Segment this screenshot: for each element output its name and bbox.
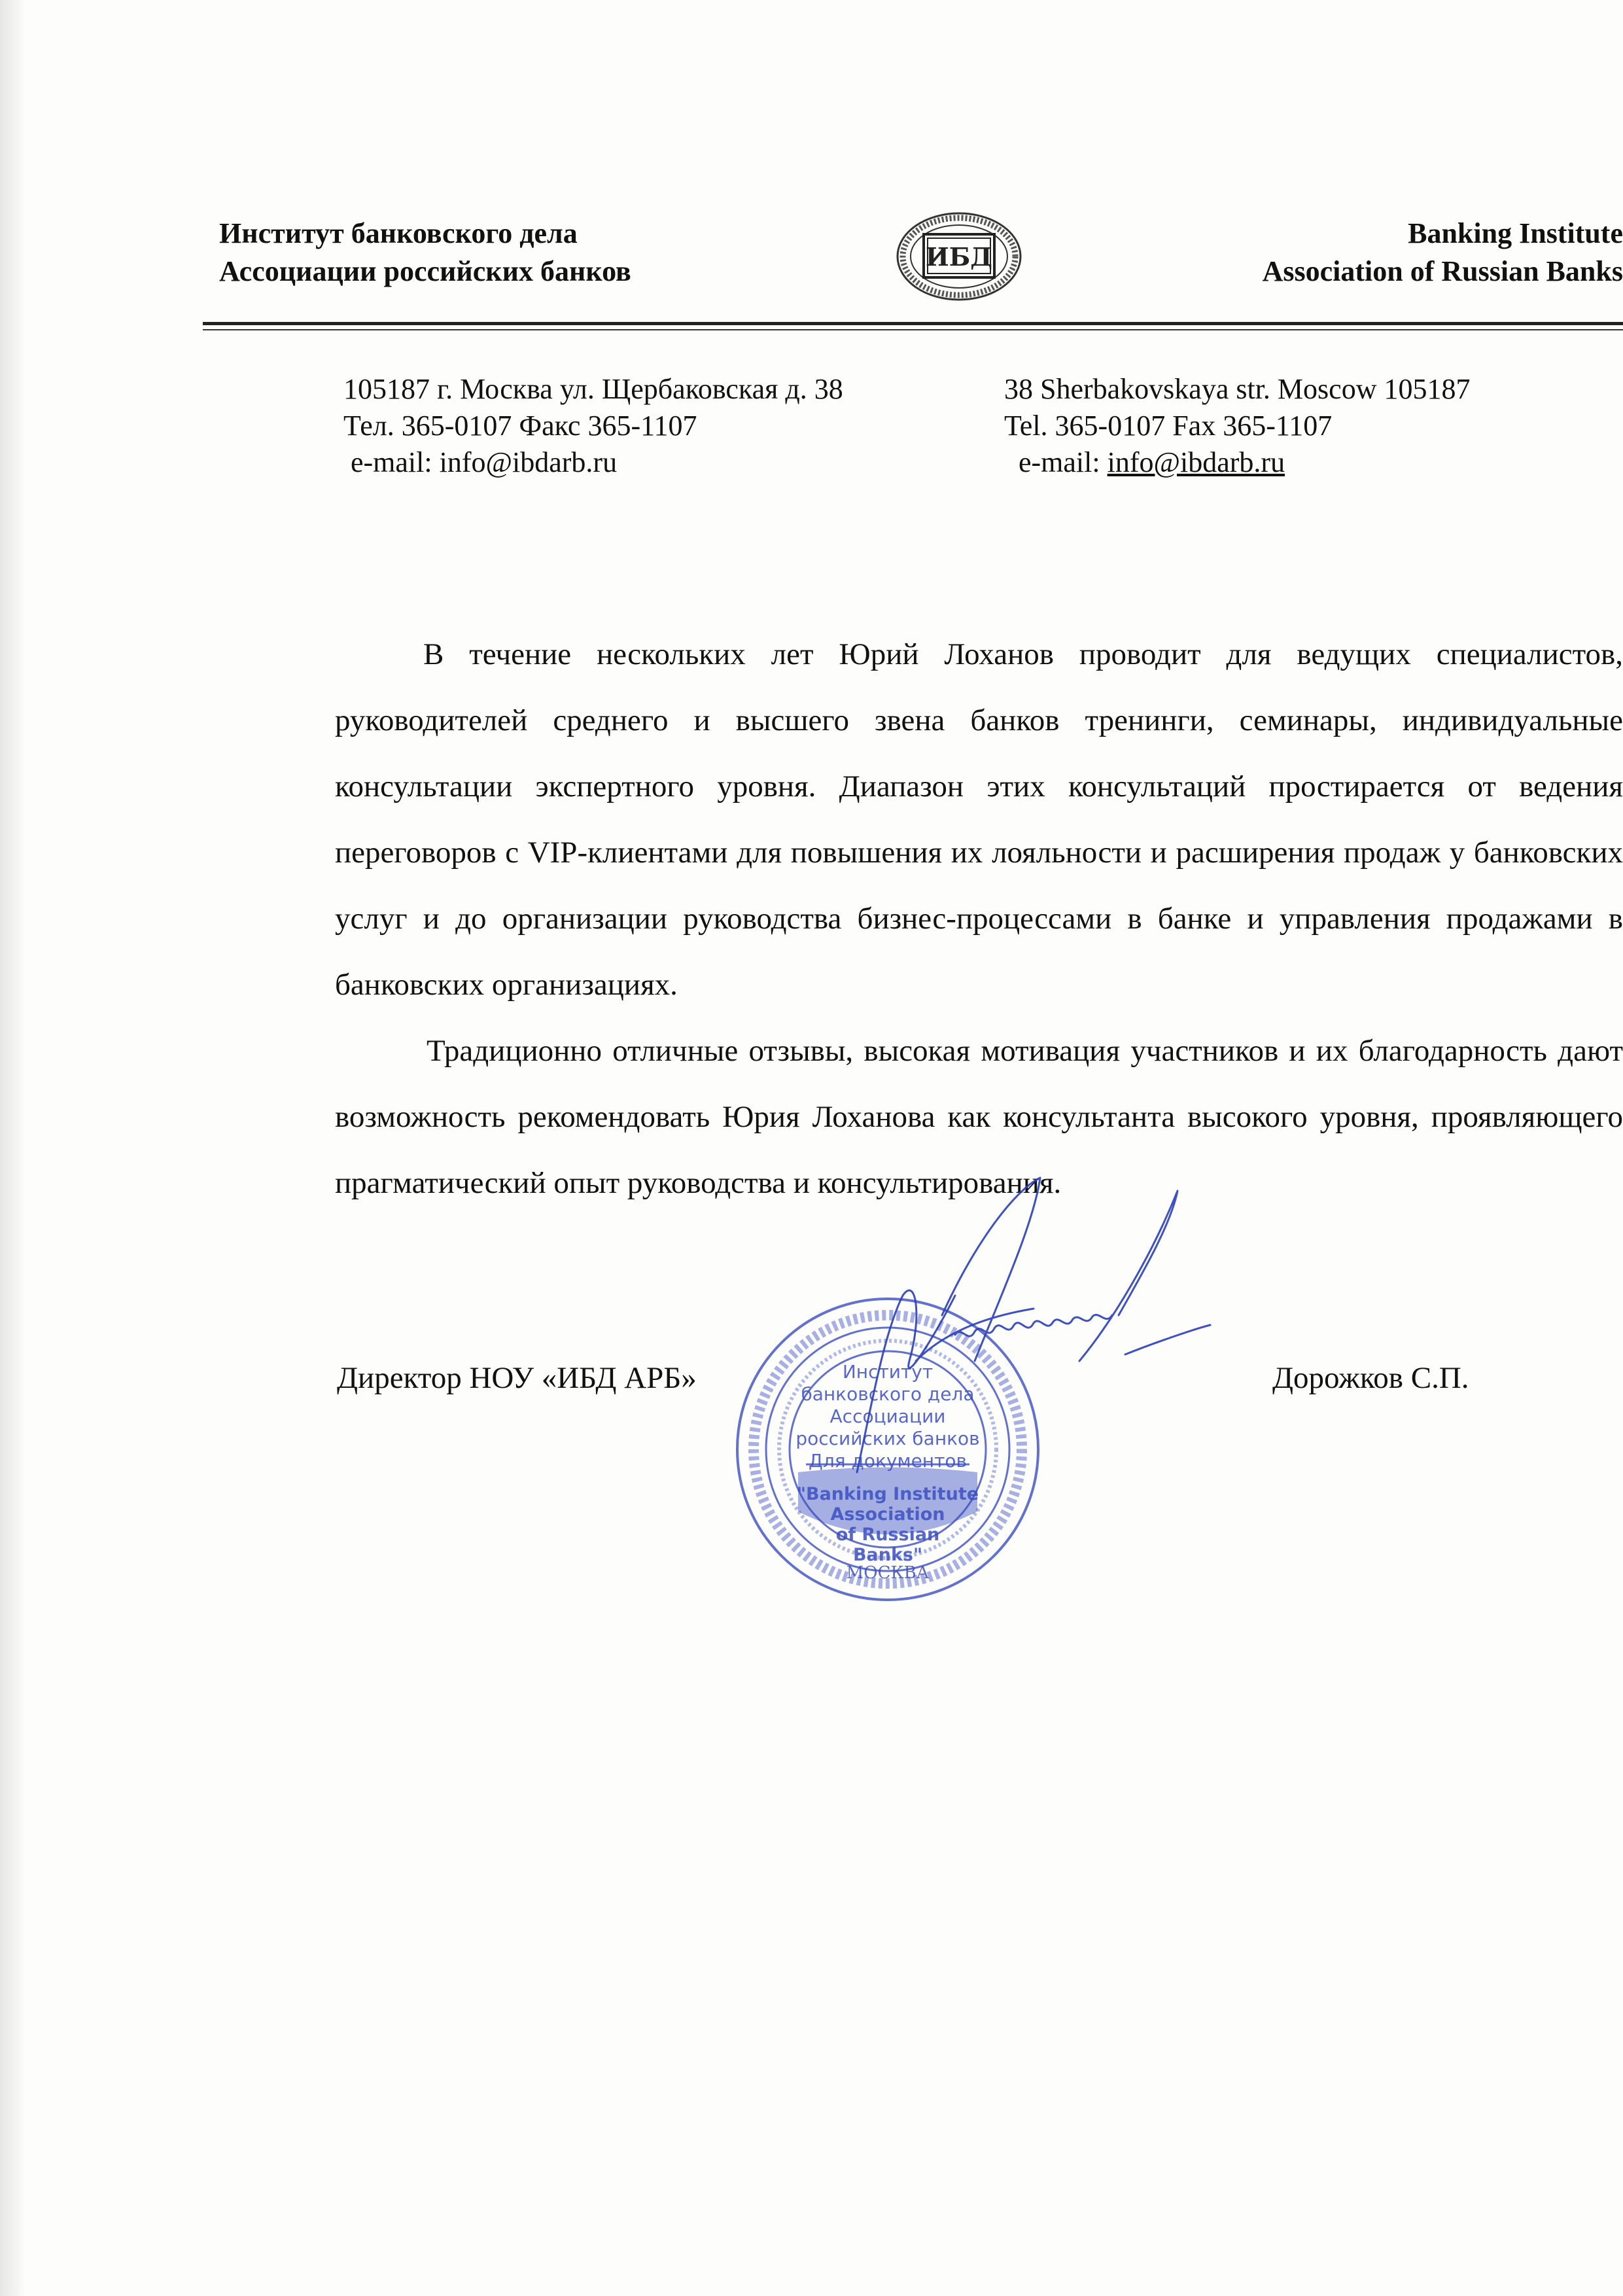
- address-russian: [343, 371, 843, 481]
- scan-edge-shadow: [0, 0, 26, 2296]
- address-en-email-link[interactable]: info@ibdarb.ru: [1107, 446, 1285, 478]
- seal-en-3: of Russian: [835, 1525, 940, 1545]
- logo-letters: ИБД: [925, 242, 993, 272]
- seal-en-4: Banks": [852, 1545, 923, 1565]
- letterhead-en-line2: Association of Russian Banks: [1262, 255, 1623, 287]
- signatory-role: Директор НОУ «ИБД АРБ»: [337, 1361, 697, 1395]
- body-paragraph-1: В течение нескольких лет Юрий Лоханов проводит для ведущих специалистов, руководителей среднего и высшего звена банков тренинги, семинары, индивидуальные консультации экспертного уровня. Диапазон этих консультаций простирается от ведения переговоров с VIP-клиентами для повышения их лояльности и расширения продаж у банковских услуг и до организации руководства бизнес-процессами в банке и управления продажами в банковских организациях.: [335, 637, 1623, 1002]
- address-ru-line2: Тел. 365-0107 Факс 365-1107: [343, 410, 697, 442]
- seal-ru-3: Ассоциации: [829, 1405, 946, 1427]
- address-en-email-label: e-mail:: [1019, 446, 1108, 478]
- letterhead-russian: [219, 215, 631, 291]
- address-ru-email[interactable]: info@ibdarb.ru: [439, 446, 618, 478]
- address-ru-line1: 105187 г. Москва ул. Щербаковская д. 38: [343, 373, 843, 405]
- seal-ru-1: Институт: [842, 1361, 934, 1383]
- address-en-email-row: [1004, 444, 1471, 481]
- letterhead-english: [1178, 215, 1623, 291]
- seal-ru-4: российских банков: [795, 1428, 980, 1449]
- letterhead-ru-line2: Ассоциации российских банков: [219, 255, 631, 287]
- address-ru-email-label: e-mail:: [351, 446, 440, 478]
- signatory-name: Дорожков С.П.: [1272, 1361, 1469, 1395]
- letter-body: [335, 622, 1623, 1216]
- letterhead-en-line1: Banking Institute: [1408, 217, 1623, 249]
- handwritten-signature: [844, 1165, 1236, 1505]
- institute-logo: [895, 211, 1023, 302]
- header-rule-thin: [203, 329, 1623, 330]
- seal-bottom-city: МОСКВА: [846, 1563, 930, 1583]
- letterhead-ru-line1: Институт банковского дела: [219, 217, 578, 249]
- seal-ru-2: банковского дела: [801, 1383, 975, 1405]
- address-ru-email-row: [343, 444, 843, 481]
- address-en-line2: Tel. 365-0107 Fax 365-1107: [1004, 410, 1333, 442]
- body-paragraph-2: Традиционно отличные отзывы, высокая мотивация участников и их благодарность дают возможность рекомендовать Юрия Лоханова как консультанта высокого уровня, проявляющего прагматический опыт руководства и консультирования.: [335, 1034, 1623, 1200]
- seal-ru-5: Для документов: [808, 1450, 968, 1472]
- seal-en-1: "Banking Institute: [796, 1484, 979, 1504]
- address-english: [1004, 371, 1471, 481]
- header-rule-thick: [203, 322, 1623, 325]
- seal-en-2: Association: [830, 1504, 945, 1525]
- address-en-line1: 38 Sherbakovskaya str. Moscow 105187: [1004, 373, 1471, 405]
